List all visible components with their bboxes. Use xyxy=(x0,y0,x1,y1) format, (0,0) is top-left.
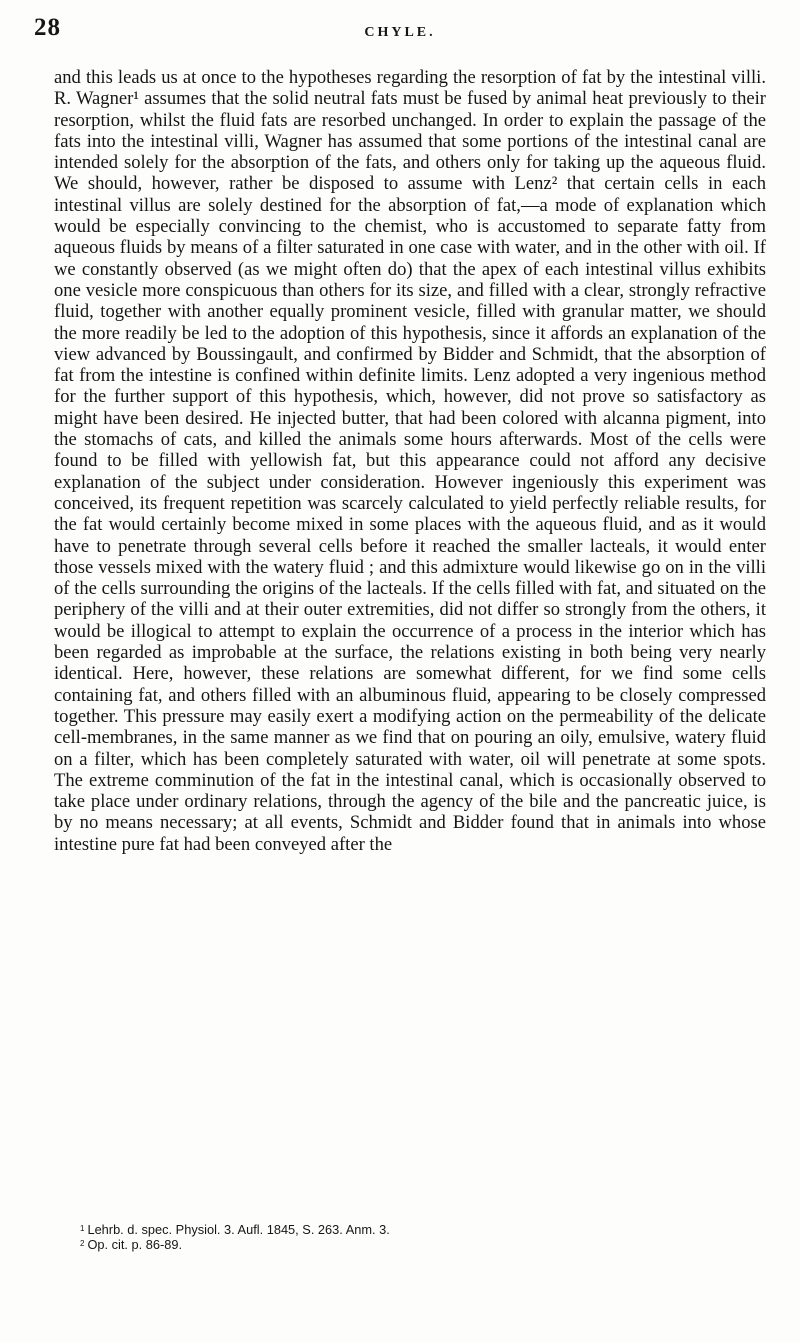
footnote-1 xyxy=(80,1222,760,1237)
footnote-text: Lehrb. d. spec. Physiol. 3. Aufl. 1845, S. 263. Anm. 3. xyxy=(87,1222,390,1237)
footnotes xyxy=(80,1222,760,1252)
body-paragraph: and this leads us at once to the hypotheses regarding the resorption of fat by the intestinal villi. R. Wagner¹ assumes that the solid neutral fats must be fused by animal heat previously to their resorption, whilst the fluid fats are resorbed unchanged. In order to explain the passage of the fats into the intestinal villi, Wagner has assumed that some portions of the intestinal canal are intended solely for the absorption of the fats, and others only for taking up the aqueous fluid. We should, however, rather be disposed to assume with Lenz² that certain cells in each intestinal villus are solely destined for the absorption of fat,—a mode of explanation which would be especially convincing to the chemist, who is accustomed to separate fatty from aqueous fluids by means of a filter saturated in one case with water, and in the other with oil. If we constantly observed (as we might often do) that the apex of each intestinal villus exhibits one vesicle more conspicuous than others for its size, and filled with a clear, strongly refractive fluid, together with another equally prominent vesicle, filled with granular matter, we should the more readily be led to the adoption of this hypothesis, since it affords an explanation of the view advanced by Boussingault, and confirmed by Bidder and Schmidt, that the absorption of fat from the intestine is confined within definite limits. Lenz adopted a very ingenious method for the further support of this hypothesis, which, however, did not prove so satisfactory as might have been desired. He injected butter, that had been colored with alcanna pigment, into the stomachs of cats, and killed the animals some hours afterwards. Most of the cells were found to be filled with yellowish fat, but this appearance could not afford any decisive explanation of the subject under consideration. However ingeniously this experiment was conceived, its frequent repetition was scarcely calculated to yield perfectly reliable results, for the fat would certainly become mixed in some places with the aqueous fluid, and as it would have to penetrate through several cells before it reached the smaller lacteals, it would enter those vessels mixed with the watery fluid ; and this admixture would likewise go on in the villi of the cells surrounding the origins of the lacteals. If the cells filled with fat, and situated on the periphery of the villi and at their outer extremities, did not differ so strongly from the others, it would be illogical to attempt to explain the occurrence of a process in the interior which has been regarded as improbable at the surface, the relations existing in both being very nearly identical. Here, however, these relations are somewhat different, for we find some cells containing fat, and others filled with an albuminous fluid, appearing to be closely compressed together. This pressure may easily exert a modifying action on the permeability of the delicate cell-membranes, in the same manner as we find that on pouring an oily, emulsive, watery fluid on a filter, which has been completely saturated with water, oil will penetrate at some spots. The extreme comminution of the fat in the intestinal canal, which is occasionally observed to take place under ordinary relations, through the agency of the bile and the pancreatic juice, is by no means necessary; at all events, Schmidt and Bidder found that in animals into whose intestine pure fat had been conveyed after the xyxy=(54,67,766,855)
page-number: 28 xyxy=(34,14,61,41)
footnote-2 xyxy=(80,1237,760,1252)
footnote-text: Op. cit. p. 86-89. xyxy=(87,1237,183,1252)
footnote-marker: 2 xyxy=(80,1239,85,1248)
footnote-marker: 1 xyxy=(80,1224,85,1233)
running-title: CHYLE. xyxy=(364,25,436,40)
